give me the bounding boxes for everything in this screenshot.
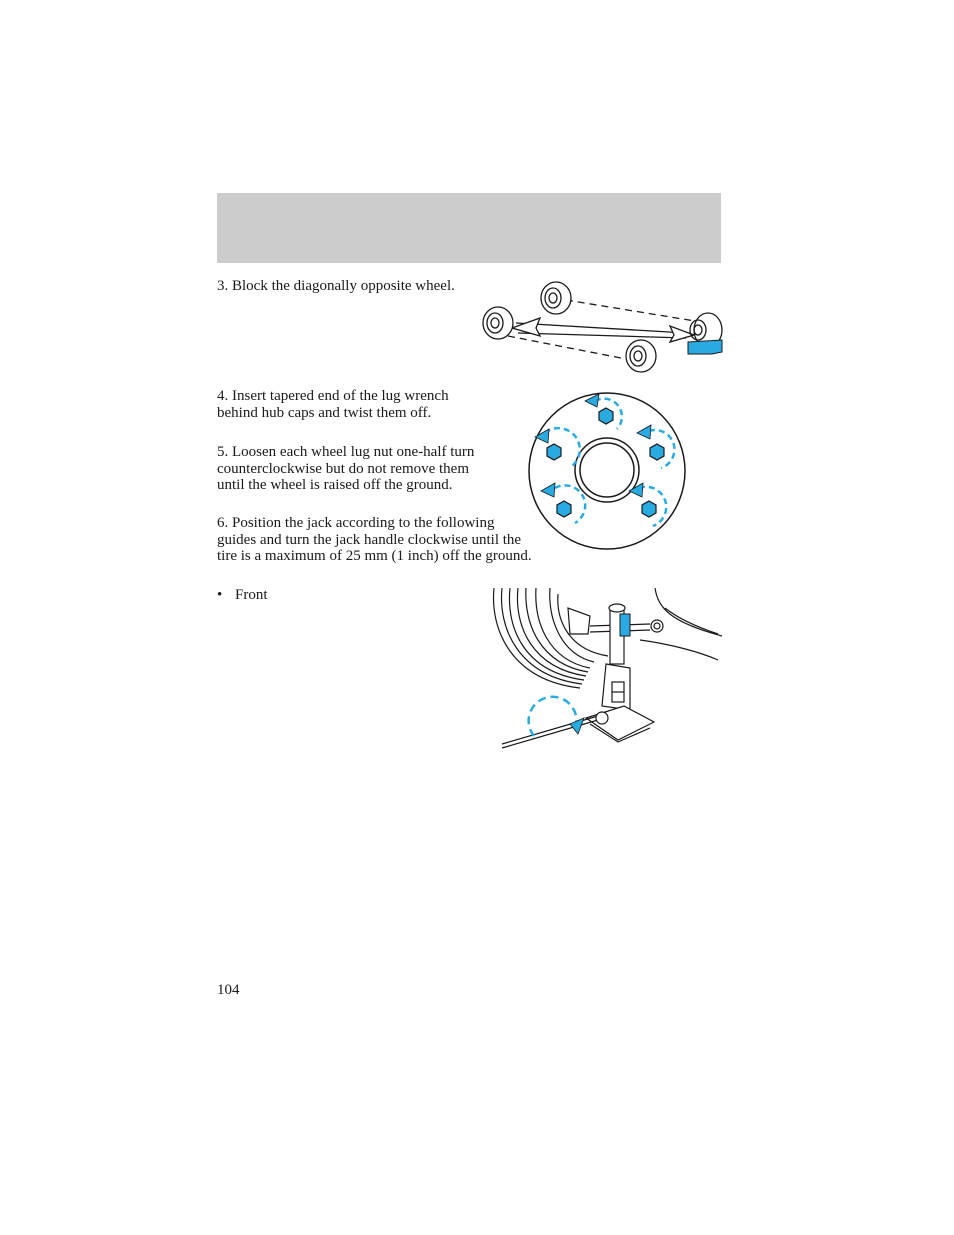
page-number: 104 [217, 982, 240, 998]
bullet-glyph: • [217, 587, 223, 603]
step-3-text: 3. Block the diagonally opposite wheel. [217, 278, 455, 294]
wheel-block-diagram [476, 278, 726, 378]
bullet-front-label: Front [235, 587, 268, 603]
front-jack-position-diagram [490, 588, 722, 758]
header-band [217, 193, 721, 263]
step-5-text: 5. Loosen each wheel lug nut one-half turn counterclockwise but do not remove them until the wheel is raised off the ground. [217, 444, 475, 493]
step-6-text: 6. Position the jack according to the following guides and turn the jack handle clockwise until the tire is a maximum of 25 mm (1 inch) off the ground. [217, 515, 532, 564]
lug-nut-loosen-diagram [527, 391, 689, 553]
bullet-front [217, 587, 268, 604]
step-4-text: 4. Insert tapered end of the lug wrench behind hub caps and twist them off. [217, 388, 449, 421]
